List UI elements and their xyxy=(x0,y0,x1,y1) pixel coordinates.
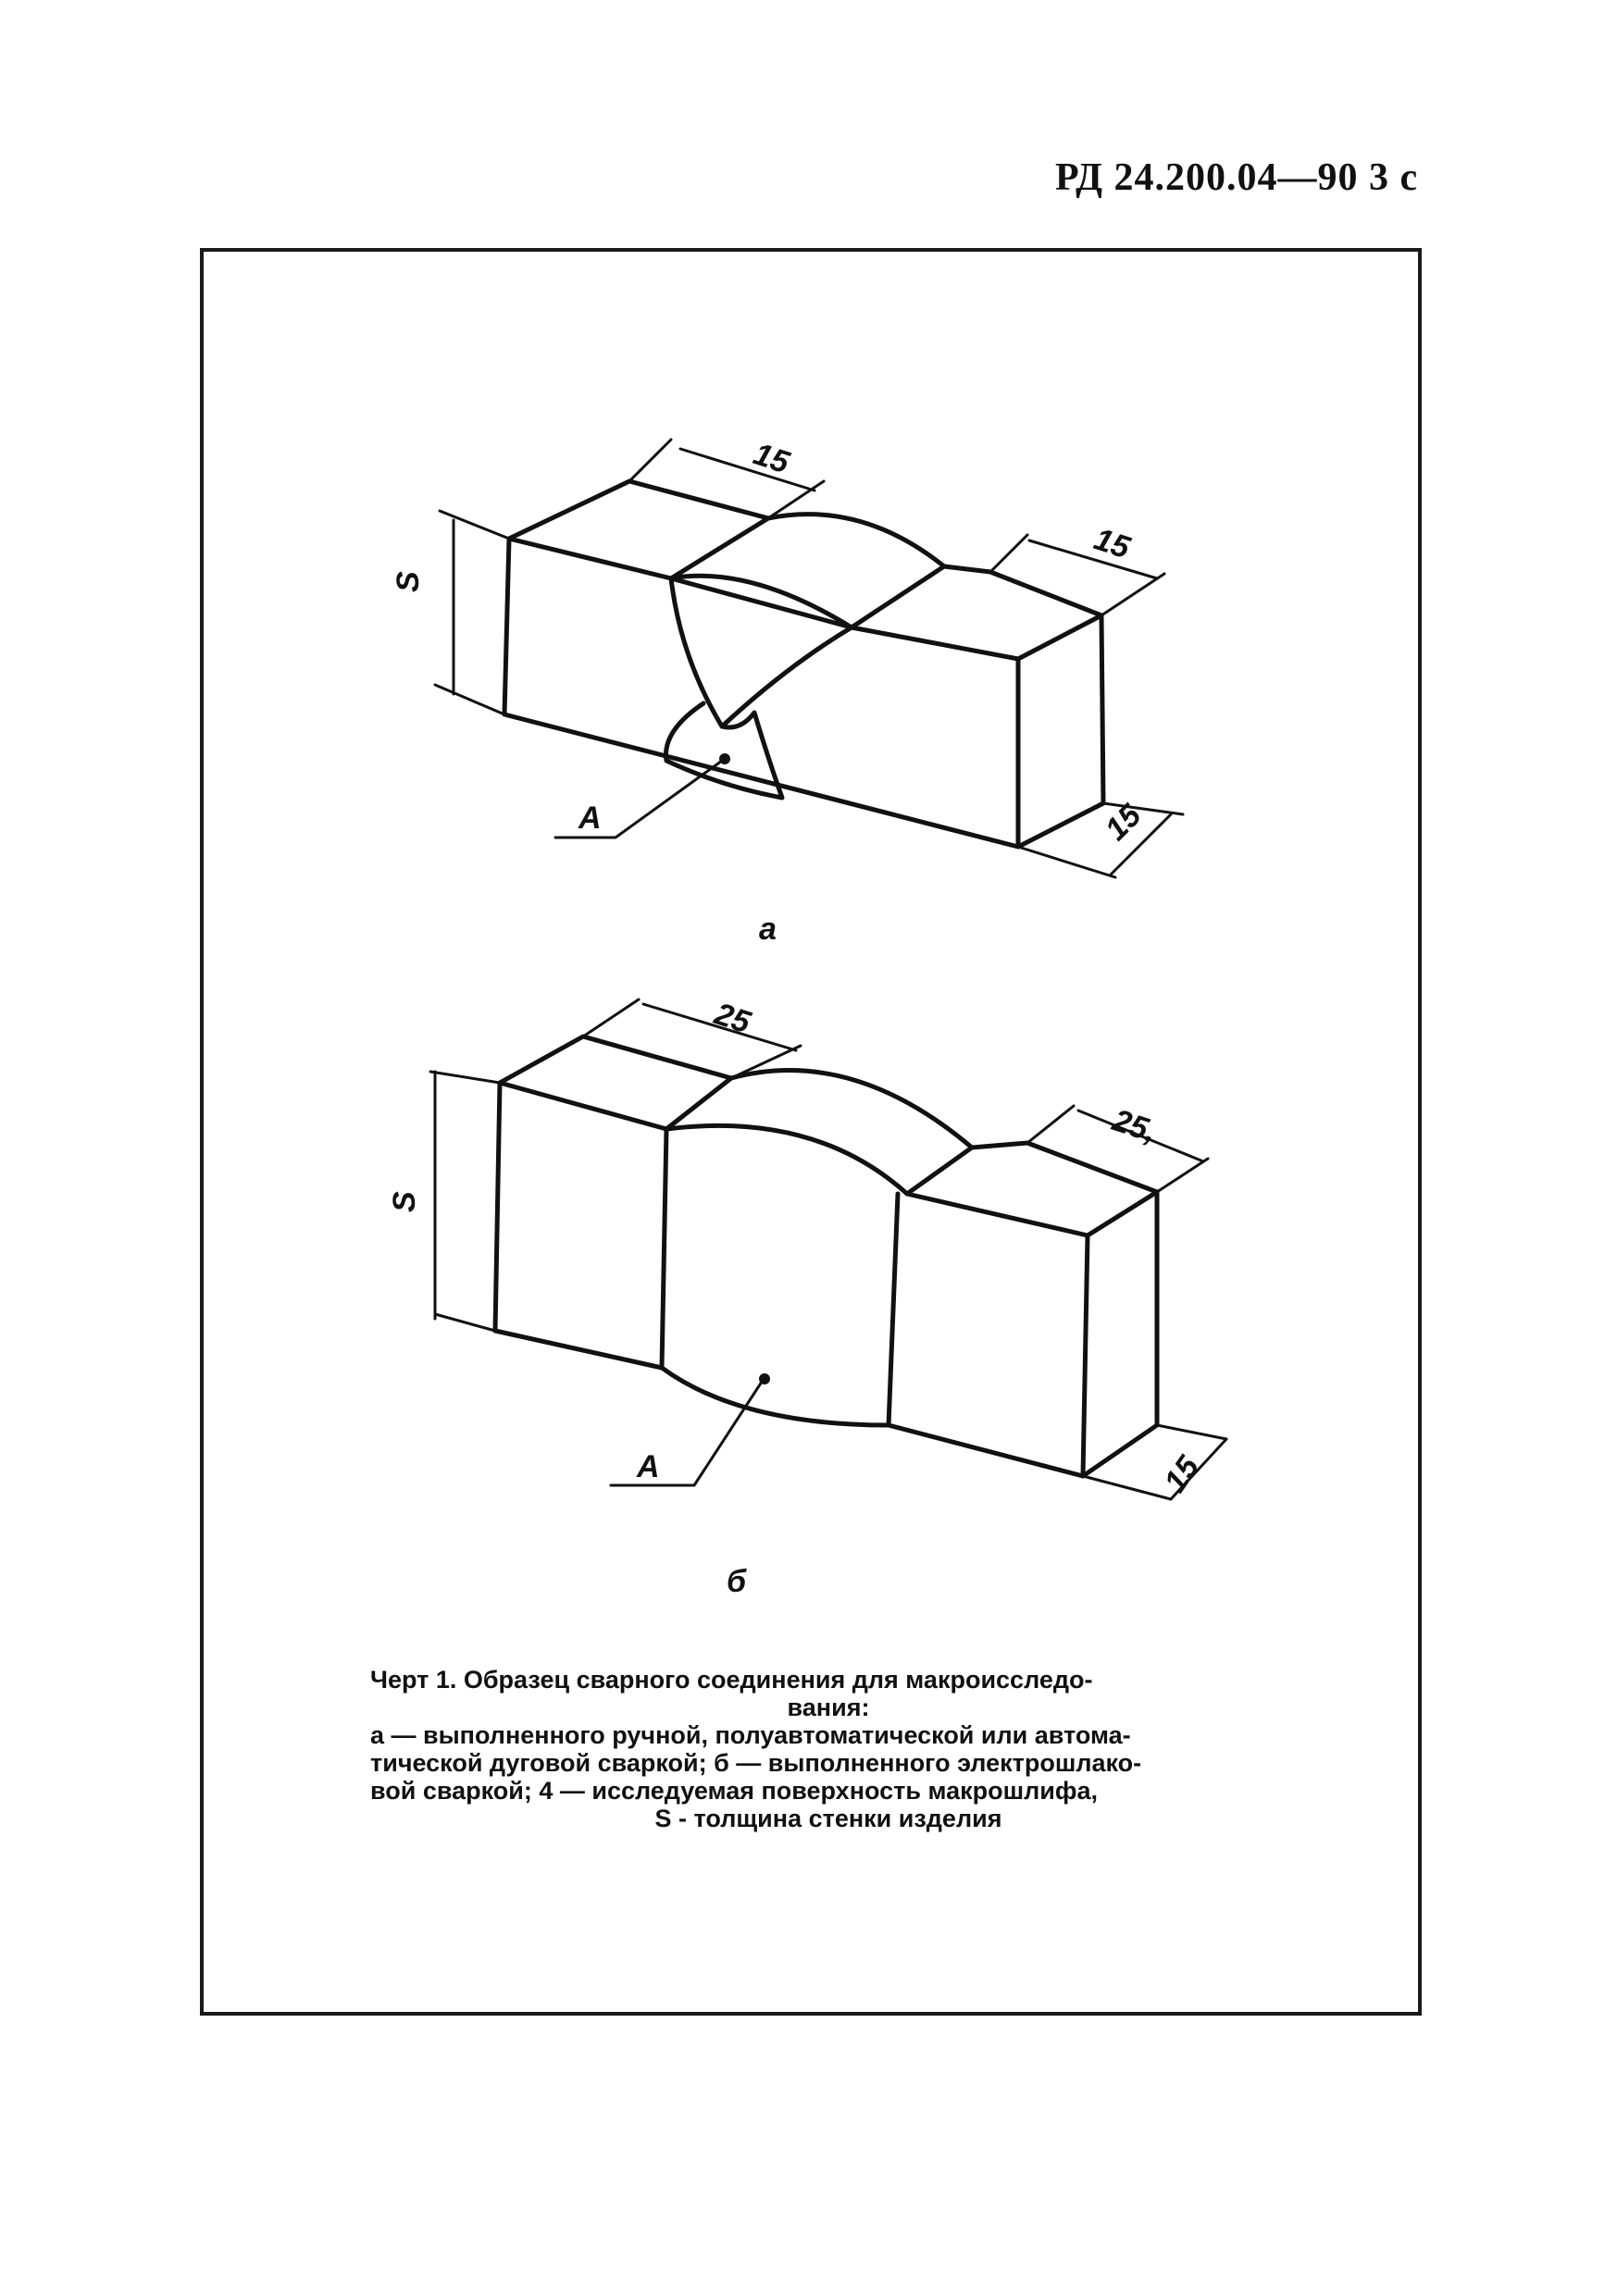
caption-line5: вой сваркой; 4 — исследуемая поверхность макрошлифа, xyxy=(370,1777,1099,1805)
figure-a-label: а xyxy=(759,912,777,947)
figure-b-thickness-label: S xyxy=(387,1191,422,1212)
figure-a-dim-right: 15 xyxy=(1089,521,1135,566)
figure-b-surface-label: A xyxy=(637,1449,660,1484)
figure-a-surface-label: A xyxy=(578,800,602,836)
figure-a-dim-depth: 15 xyxy=(1098,798,1149,848)
figure-a-specimen xyxy=(435,440,1183,877)
caption-title-line1: Черт 1. Образец сварного соединения для макроисследо- xyxy=(370,1666,1093,1694)
caption-title-line2: вания: xyxy=(787,1694,870,1721)
figure-b-dim-top: 25 xyxy=(710,996,755,1041)
caption-line3: а — выполненного ручной, полуавтоматической или автома- xyxy=(370,1721,1131,1749)
figure-b-specimen xyxy=(430,999,1226,1499)
document-reference: РД 24.200.04—90 3 с xyxy=(1055,156,1419,199)
figure-b-dim-right: 25, xyxy=(1108,1102,1162,1150)
figure-b-label: б xyxy=(727,1564,747,1599)
figure-b-dim-depth: 15 xyxy=(1157,1449,1207,1499)
figure-b-surface-dot xyxy=(759,1373,770,1384)
figure-a-thickness-label: S xyxy=(391,571,426,592)
figure-caption xyxy=(370,1666,1287,1832)
caption-line4: тической дуговой сваркой; б — выполненного электрошлако- xyxy=(370,1749,1142,1777)
figure-a-surface-dot xyxy=(719,753,730,764)
caption-line6: S - толщина стенки изделия xyxy=(654,1805,1002,1832)
figure-a-dim-top: 15 xyxy=(749,436,794,481)
